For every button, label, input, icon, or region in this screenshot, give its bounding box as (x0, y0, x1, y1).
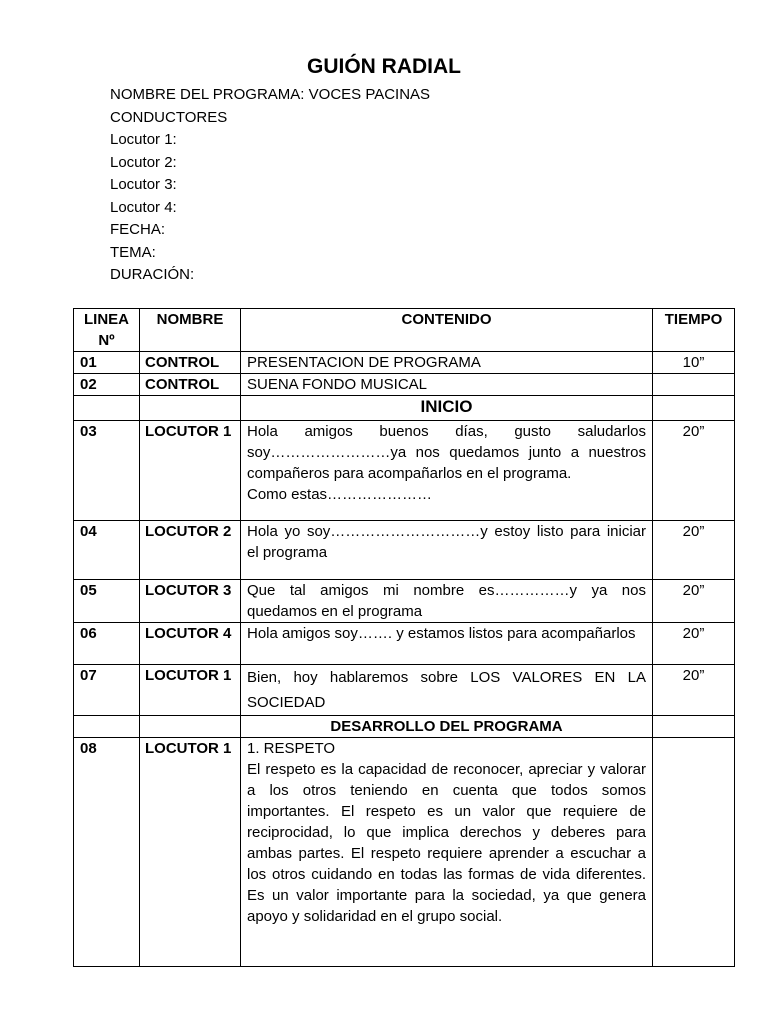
row-time: 20” (653, 421, 735, 521)
row-speaker: LOCUTOR 3 (140, 580, 241, 623)
program-name-line: NOMBRE DEL PROGRAMA: VOCES PACINAS (110, 86, 431, 103)
table-row (74, 421, 735, 521)
row-content: Hola amigos soy……. y estamos listos para acompañarlos (241, 623, 653, 665)
host-2-line: Locutor 2: (110, 153, 177, 171)
section-row (74, 396, 735, 421)
table-row (74, 738, 735, 967)
table-row (74, 521, 735, 580)
row-number: 04 (74, 521, 140, 580)
row-content-text-2: Como estas………………… (247, 486, 433, 503)
header-linea: LINEA Nº (74, 309, 140, 352)
row-content: PRESENTACION DE PROGRAMA (241, 352, 653, 374)
row-content: Bien, hoy hablaremos sobre LOS VALORES EN LA SOCIEDAD (241, 665, 653, 716)
row-number: 01 (74, 352, 140, 374)
section-title-desarrollo: DESARROLLO DEL PROGRAMA (241, 716, 653, 738)
row-content (241, 738, 653, 967)
program-header (110, 84, 430, 287)
row-content-text: Hola amigos buenos días, gusto saludarlos soy……………………ya nos quedamos junto a nuestros compañeros para acompañarlos en el programa. (247, 423, 646, 482)
row-number: 02 (74, 374, 140, 396)
date-line: FECHA: (110, 221, 166, 238)
row-number: 05 (74, 580, 140, 623)
host-4-line: Locutor 4: (110, 198, 177, 216)
row-number: 06 (74, 623, 140, 665)
row-time: 20” (653, 580, 735, 623)
row-speaker: LOCUTOR 1 (140, 665, 241, 716)
row-time: 20” (653, 623, 735, 665)
row-content: SUENA FONDO MUSICAL (241, 374, 653, 396)
document-title: GUIÓN RADIAL (307, 55, 461, 78)
row-content: Hola yo soy…………………………y estoy listo para iniciar el programa (241, 521, 653, 580)
table-row (74, 374, 735, 396)
table-row (74, 352, 735, 374)
header-contenido: CONTENIDO (241, 309, 653, 352)
table-row (74, 580, 735, 623)
row-speaker: CONTROL (140, 352, 241, 374)
row-speaker: CONTROL (140, 374, 241, 396)
row-content: Que tal amigos mi nombre es……………y ya nos quedamos en el programa (241, 580, 653, 623)
section-row (74, 716, 735, 738)
duration-line: DURACIÓN: (110, 266, 195, 283)
table-row (74, 623, 735, 665)
row-content (241, 421, 653, 521)
row-speaker: LOCUTOR 4 (140, 623, 241, 665)
table-header-row (74, 309, 735, 352)
header-tiempo: TIEMPO (653, 309, 735, 352)
row-speaker: LOCUTOR 1 (140, 738, 241, 967)
row-time (653, 374, 735, 396)
row-content-heading: 1. RESPETO (247, 740, 336, 757)
topic-line: TEMA: (110, 243, 156, 261)
row-time: 20” (653, 665, 735, 716)
row-number: 07 (74, 665, 140, 716)
row-time: 10” (653, 352, 735, 374)
table-row (74, 665, 735, 716)
row-number: 03 (74, 421, 140, 521)
section-title-inicio: INICIO (241, 396, 653, 421)
row-speaker: LOCUTOR 1 (140, 421, 241, 521)
row-time: 20” (653, 521, 735, 580)
hosts-heading: CONDUCTORES (110, 108, 228, 126)
script-table (73, 308, 735, 967)
row-speaker: LOCUTOR 2 (140, 521, 241, 580)
row-time (653, 738, 735, 967)
row-number: 08 (74, 738, 140, 967)
row-content-text: El respeto es la capacidad de reconocer, apreciar y valorar a los otros teniendo en cuenta que todos somos importantes. El respeto es un valor que requiere de reciprocidad, lo que implica derechos y deberes para ambas partes. El respeto requiere aprender a escuchar a los otros cuidando en todas las formas de vida diferentes. Es un valor importante para la sociedad, ya que genera apoyo y solidaridad en el grupo social. (247, 761, 646, 925)
header-nombre: NOMBRE (140, 309, 241, 352)
host-3-line: Locutor 3: (110, 176, 177, 193)
host-1-line: Locutor 1: (110, 131, 177, 148)
